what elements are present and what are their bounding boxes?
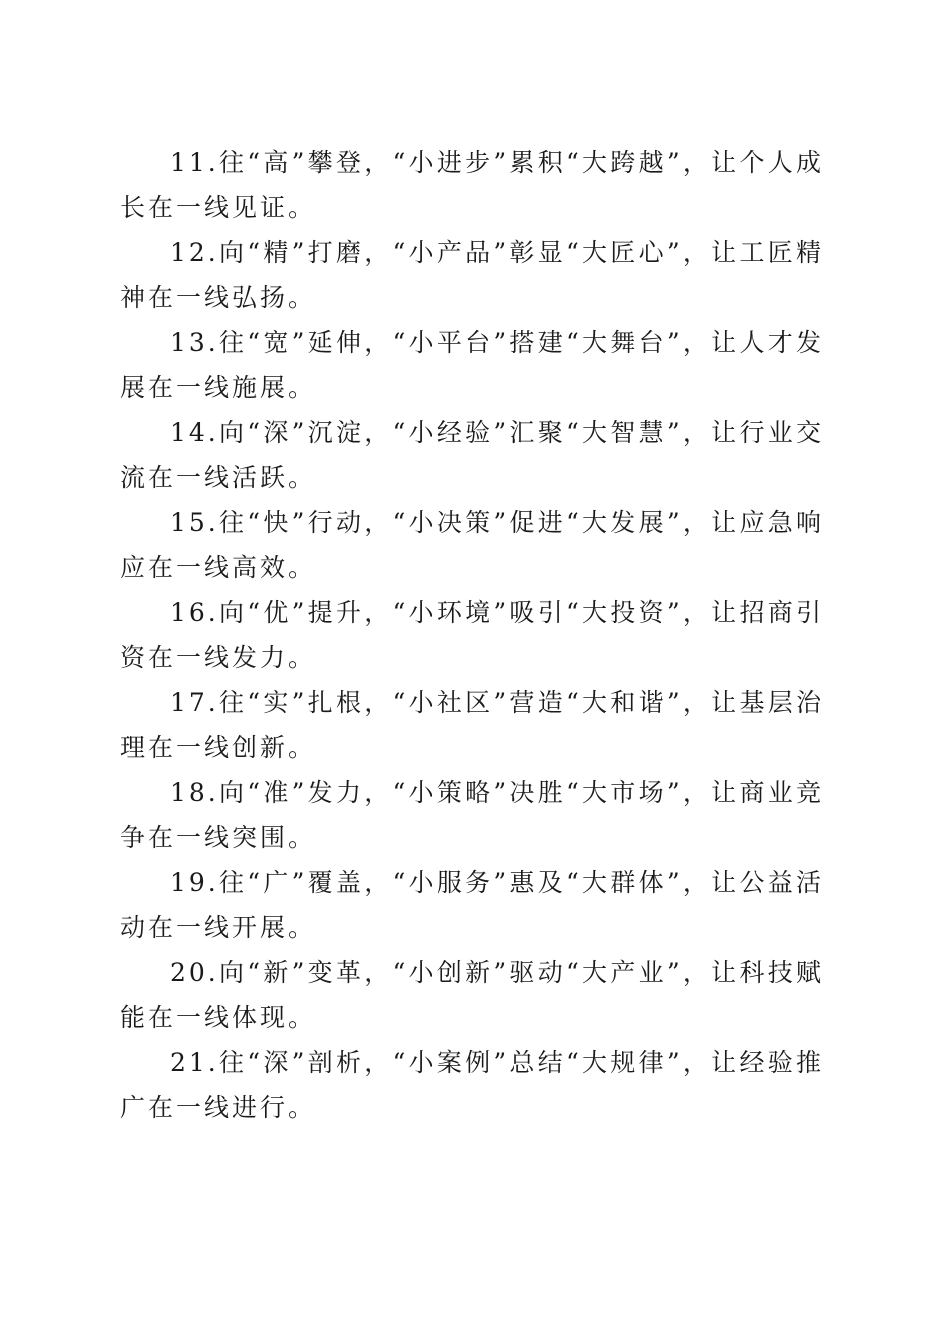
paragraph-19: 19.往“广”覆盖，“小服务”惠及“大群体”，让公益活动在一线开展。 — [120, 868, 824, 942]
paragraph-12: 12.向“精”打磨，“小产品”彰显“大匠心”，让工匠精神在一线弘扬。 — [120, 238, 824, 312]
paragraph-21: 21.往“深”剖析，“小案例”总结“大规律”，让经验推广在一线进行。 — [120, 1048, 824, 1122]
paragraph-15: 15.往“快”行动，“小决策”促进“大发展”，让应急响应在一线高效。 — [120, 508, 824, 582]
paragraph-18: 18.向“准”发力，“小策略”决胜“大市场”，让商业竞争在一线突围。 — [120, 778, 824, 852]
paragraph-14: 14.向“深”沉淀，“小经验”汇聚“大智慧”，让行业交流在一线活跃。 — [120, 418, 824, 492]
paragraph-13: 13.往“宽”延伸，“小平台”搭建“大舞台”，让人才发展在一线施展。 — [120, 328, 824, 402]
paragraph-20: 20.向“新”变革，“小创新”驱动“大产业”，让科技赋能在一线体现。 — [120, 958, 824, 1032]
paragraph-11: 11.往“高”攀登，“小进步”累积“大跨越”，让个人成长在一线见证。 — [120, 148, 824, 222]
paragraph-17: 17.往“实”扎根，“小社区”营造“大和谐”，让基层治理在一线创新。 — [120, 688, 824, 762]
paragraph-16: 16.向“优”提升，“小环境”吸引“大投资”，让招商引资在一线发力。 — [120, 598, 824, 672]
document-body — [120, 140, 824, 1130]
